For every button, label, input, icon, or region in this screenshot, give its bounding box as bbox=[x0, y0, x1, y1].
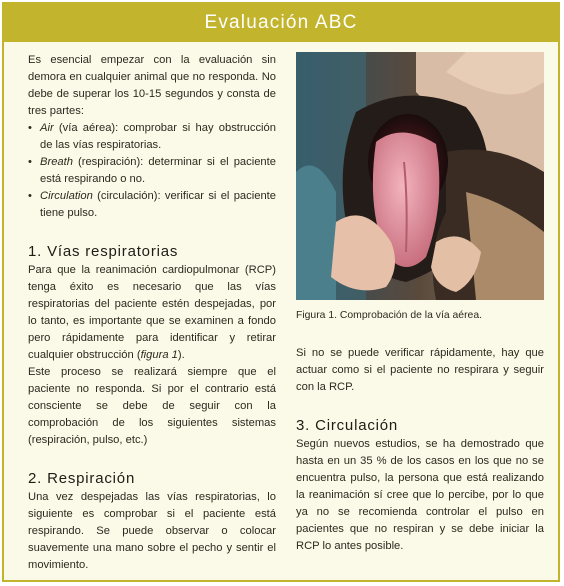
section3-paragraph: Según nuevos estudios, se ha demostrado que hasta en un 35 % de los casos en los que no se encuentra pulso, la persona que está realizando la reanimación sí cree que lo percibe, por lo que ya no se recomienda controlar el pulso en pacientes que no respiran y se debe iniciar la RCP lo antes posible. bbox=[296, 438, 544, 552]
part-text: (circulación): verificar si el paciente tiene pulso. bbox=[40, 190, 276, 219]
photo-illustration bbox=[296, 52, 544, 300]
bullet: • bbox=[28, 122, 32, 134]
intro-paragraph: Es esencial empezar con la evaluación sin demora en cualquier animal que no responda. No debe de superar los 10-15 segundos y consta de tres partes: bbox=[28, 54, 276, 117]
list-item bbox=[28, 188, 276, 222]
section-heading: 1. Vías respiratorias bbox=[28, 243, 179, 260]
box-title: Evaluación ABC bbox=[4, 4, 558, 42]
section2-paragraph: Una vez despejadas las vías respiratorias, lo siguiente es comprobar si el paciente está respirando. Se puede observar o colocar suavemente una mano sobre el pecho y sentir el movimiento. bbox=[28, 491, 276, 571]
list-item bbox=[28, 120, 276, 154]
section1-text-a: Para que la reanimación cardiopulmonar (RCP) tenga éxito es necesario que las vías respiratorias del paciente estén despejadas, por lo tanto, es importante que se examinen a fondo pero rápidamente para identificar y retirar cualquier obstrucción ( bbox=[28, 264, 276, 361]
section1-paragraph-2: Este proceso se realizará siempre que el paciente no responda. Si por el contrario está consciente se debe de seguir con la comprobación de los siguientes sistemas (respiración, pulso, etc.) bbox=[28, 366, 276, 446]
part-term: Circulation bbox=[40, 190, 93, 202]
right-column bbox=[296, 52, 544, 555]
bullet: • bbox=[28, 190, 32, 202]
right-paragraph: Si no se puede verificar rápidamente, hay que actuar como si el paciente no respirara y seguir con la RCP. bbox=[296, 347, 544, 393]
part-term: Air bbox=[40, 122, 54, 134]
section1-paragraph bbox=[28, 262, 276, 364]
part-text: (vía aérea): comprobar si hay obstrucción de las vías respiratorias. bbox=[40, 122, 276, 151]
section-heading: 3. Circulación bbox=[296, 417, 399, 434]
figure-reference: figura 1 bbox=[140, 349, 178, 361]
figure-caption: Figura 1. Comprobación de la vía aérea. bbox=[296, 310, 482, 321]
info-box bbox=[2, 2, 560, 582]
left-column bbox=[28, 52, 276, 574]
bullet: • bbox=[28, 156, 32, 168]
abc-parts-list bbox=[28, 120, 276, 222]
part-text: (respiración): determinar si el paciente está respirando o no. bbox=[40, 156, 276, 185]
part-term: Breath bbox=[40, 156, 73, 168]
section1-text-b: ). bbox=[177, 349, 185, 361]
airway-check-photo bbox=[296, 52, 544, 300]
section-heading: 2. Respiración bbox=[28, 470, 136, 487]
list-item bbox=[28, 154, 276, 188]
